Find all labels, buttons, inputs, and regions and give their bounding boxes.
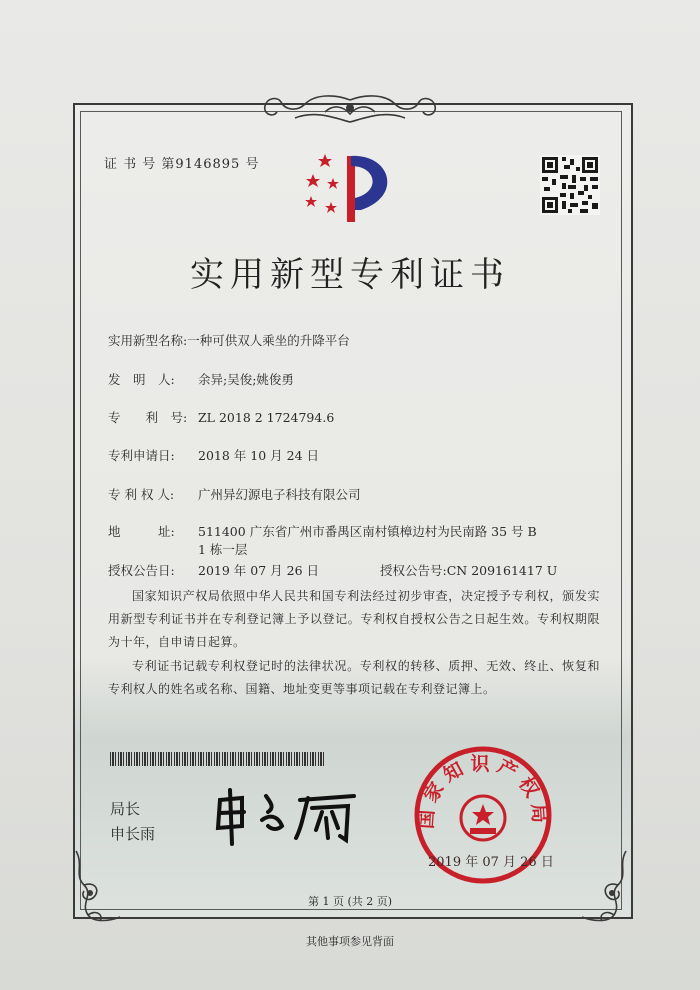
certificate-title: 实用新型专利证书 xyxy=(190,255,510,295)
field-value: 余异;吴俊;姚俊勇 xyxy=(198,372,294,387)
field-value: 广州异幻源电子科技有限公司 xyxy=(198,487,361,502)
certificate-number xyxy=(104,153,259,172)
director-name: 申长雨 xyxy=(110,825,156,843)
top-ornament-icon xyxy=(255,92,445,126)
field-value: 2018 年 10 月 24 日 xyxy=(198,448,319,463)
corner-ornament-bottom-right-icon xyxy=(572,845,632,925)
field-label: 发 明 人: xyxy=(108,372,175,387)
field-value: CN 209161417 U xyxy=(446,563,558,578)
field-patentee xyxy=(108,485,361,503)
field-value: 511400 广东省广州市番禺区南村镇樟边村为民南路 35 号 B xyxy=(198,524,537,539)
field-value: ZL 2018 2 1724794.6 xyxy=(198,410,335,425)
field-utility-model-name xyxy=(108,331,350,349)
field-value: 2019 年 07 月 26 日 xyxy=(198,563,319,578)
field-value: 一种可供双人乘坐的升降平台 xyxy=(187,333,350,348)
field-label: 实用新型名称: xyxy=(108,333,188,348)
cnipa-logo-icon xyxy=(303,152,399,228)
certificate-number-label: 证 书 号 第 xyxy=(104,157,176,172)
field-label: 授权公告日: xyxy=(108,563,175,578)
handwritten-signature xyxy=(212,786,362,848)
footer-note: 其他事项参见背面 xyxy=(306,935,394,948)
field-patent-number xyxy=(108,408,334,426)
certificate-number-value: 9146895 xyxy=(175,157,241,172)
svg-text:国家知识产权局: 国家知识产权局 xyxy=(415,753,551,830)
field-filing-date xyxy=(108,446,319,464)
field-grant-date xyxy=(108,561,319,579)
body-paragraph-1: 国家知识产权局依照中华人民共和国专利法经过初步审查，决定授予专利权，颁发实用新型专利证书并在专利登记簿上予以登记。专利权自授权公告之日起生效。专利权期限为十年，自申请日起算。 xyxy=(108,589,600,649)
qr-code-icon xyxy=(540,155,600,215)
field-label: 地 址: xyxy=(108,524,175,539)
field-address-line2: 1 栋一层 xyxy=(198,542,248,557)
field-address xyxy=(108,522,537,540)
body-paragraph-2: 专利证书记载专利权登记时的法律状况。专利权的转移、质押、无效、终止、恢复和专利权人的姓名或名称、国籍、地址变更等事项记载在专利登记簿上。 xyxy=(108,659,600,696)
page-indicator: 第 1 页 (共 2 页) xyxy=(307,895,393,908)
certificate-number-suffix: 号 xyxy=(245,157,260,172)
barcode xyxy=(110,752,325,766)
field-label: 专 利 号: xyxy=(108,410,188,425)
field-label: 专 利 权 人: xyxy=(108,487,175,502)
field-label: 授权公告号: xyxy=(380,563,447,578)
corner-ornament-bottom-left-icon xyxy=(70,845,130,925)
field-inventor xyxy=(108,370,294,388)
seal-date: 2019 年 07 月 26 日 xyxy=(428,855,554,870)
field-label: 专利申请日: xyxy=(108,448,175,463)
director-title: 局长 xyxy=(110,800,141,818)
field-grant-number xyxy=(380,561,557,579)
